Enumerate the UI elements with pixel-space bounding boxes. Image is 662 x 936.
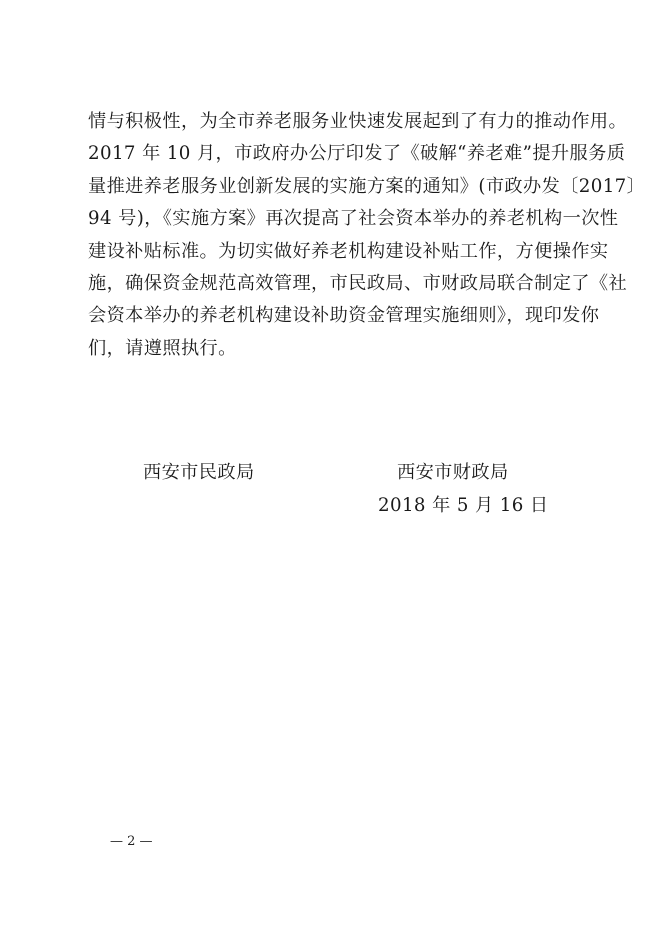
signature-finance-bureau: 西安市财政局 bbox=[397, 462, 509, 483]
paragraph-line: 建设补贴标准。为切实做好养老机构建设补贴工作，方便操作实 bbox=[88, 240, 609, 262]
paragraph-line: 们，请遵照执行。 bbox=[88, 337, 237, 359]
page-number: — 2 — bbox=[110, 834, 153, 849]
paragraph-line: 情与积极性，为全市养老服务业快速发展起到了有力的推动作用。 bbox=[88, 111, 628, 132]
paragraph-line: 会资本举办的养老机构建设补助资金管理实施细则》，现印发你 bbox=[88, 305, 600, 327]
paragraph-line: 施，确保资金规范高效管理，市民政局、市财政局联合制定了《社 bbox=[88, 272, 628, 294]
signature-date: 2018 年 5 月 16 日 bbox=[378, 495, 549, 516]
paragraph-line: 94 号)，《实施方案》再次提高了社会资本举办的养老机构一次性 bbox=[88, 208, 619, 230]
paragraph-line: 量推进养老服务业创新发展的实施方案的通知》(市政办发〔2017〕 bbox=[88, 175, 646, 197]
signature-civil-affairs-bureau: 西安市民政局 bbox=[143, 462, 255, 483]
paragraph-line: 2017 年 10 月，市政府办公厅印发了《破解“养老难”提升服务质 bbox=[88, 143, 626, 165]
body-paragraph bbox=[88, 106, 646, 365]
